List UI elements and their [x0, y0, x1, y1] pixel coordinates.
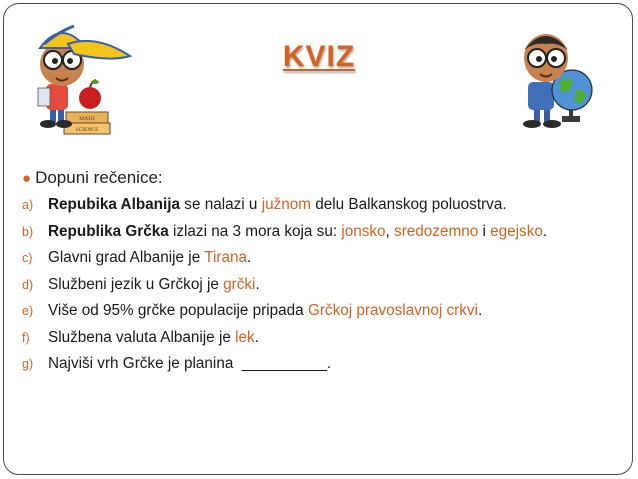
question-text: . [254, 328, 259, 346]
book-label-bottom: SCIENCE [75, 127, 99, 133]
student-with-globe-illustration [510, 16, 610, 136]
question-text: . [542, 222, 548, 240]
answer-text: lek [235, 328, 255, 346]
question-text: . [477, 302, 483, 319]
answer-text: egejsko [490, 222, 543, 240]
instruction-text: Dopuni rečenice: [35, 168, 163, 187]
question-letter: g) [22, 357, 34, 371]
answer-text: Tirana [204, 249, 247, 266]
question-text: Glavni grad Albanije je [48, 249, 205, 266]
question-item [22, 298, 622, 325]
question-list [22, 192, 622, 378]
question-text: delu Balkanskog poluostrva. [311, 196, 507, 213]
question-item [22, 351, 622, 378]
question-item [22, 192, 622, 219]
question-letter: b) [22, 224, 34, 239]
question-item [22, 272, 622, 299]
answer-text: grčki [223, 275, 256, 293]
answer-text: sredozemno [394, 222, 479, 240]
subject-text: Republika Grčka [48, 222, 169, 240]
bullet-icon: ● [22, 170, 32, 187]
question-letter: a) [22, 198, 34, 212]
question-text: izlazi na 3 mora koja su: [168, 222, 342, 240]
question-letter: e) [22, 304, 34, 318]
question-text: Više od 95% grčke populacije pripada [48, 302, 308, 319]
answer-text: Grčkoj pravoslavnoj crkvi [307, 302, 478, 319]
answer-text: jonsko [341, 222, 386, 240]
question-letter: c) [22, 251, 33, 265]
student-with-books-illustration [28, 16, 136, 136]
question-text: se nalazi u [180, 196, 262, 213]
question-letter: d) [22, 277, 34, 292]
question-text: Najviši vrh Grčke je planina __________. [48, 355, 332, 372]
question-text: Službeni jezik u Grčkoj je [48, 275, 224, 293]
question-item [22, 325, 622, 352]
question-text: i [478, 222, 491, 240]
question-item [22, 219, 622, 246]
slide-title: KVIZ [282, 40, 356, 73]
question-text: Službena valuta Albanije je [48, 328, 236, 346]
question-text: . [247, 249, 252, 266]
question-letter: f) [22, 330, 30, 345]
question-text: , [385, 222, 395, 240]
subject-text: Repubika Albanija [48, 196, 181, 213]
question-text: . [255, 275, 260, 293]
answer-text: južnom [261, 196, 311, 213]
question-item [22, 245, 622, 272]
book-label-top: MATH [79, 116, 95, 122]
instruction-heading [22, 168, 163, 188]
